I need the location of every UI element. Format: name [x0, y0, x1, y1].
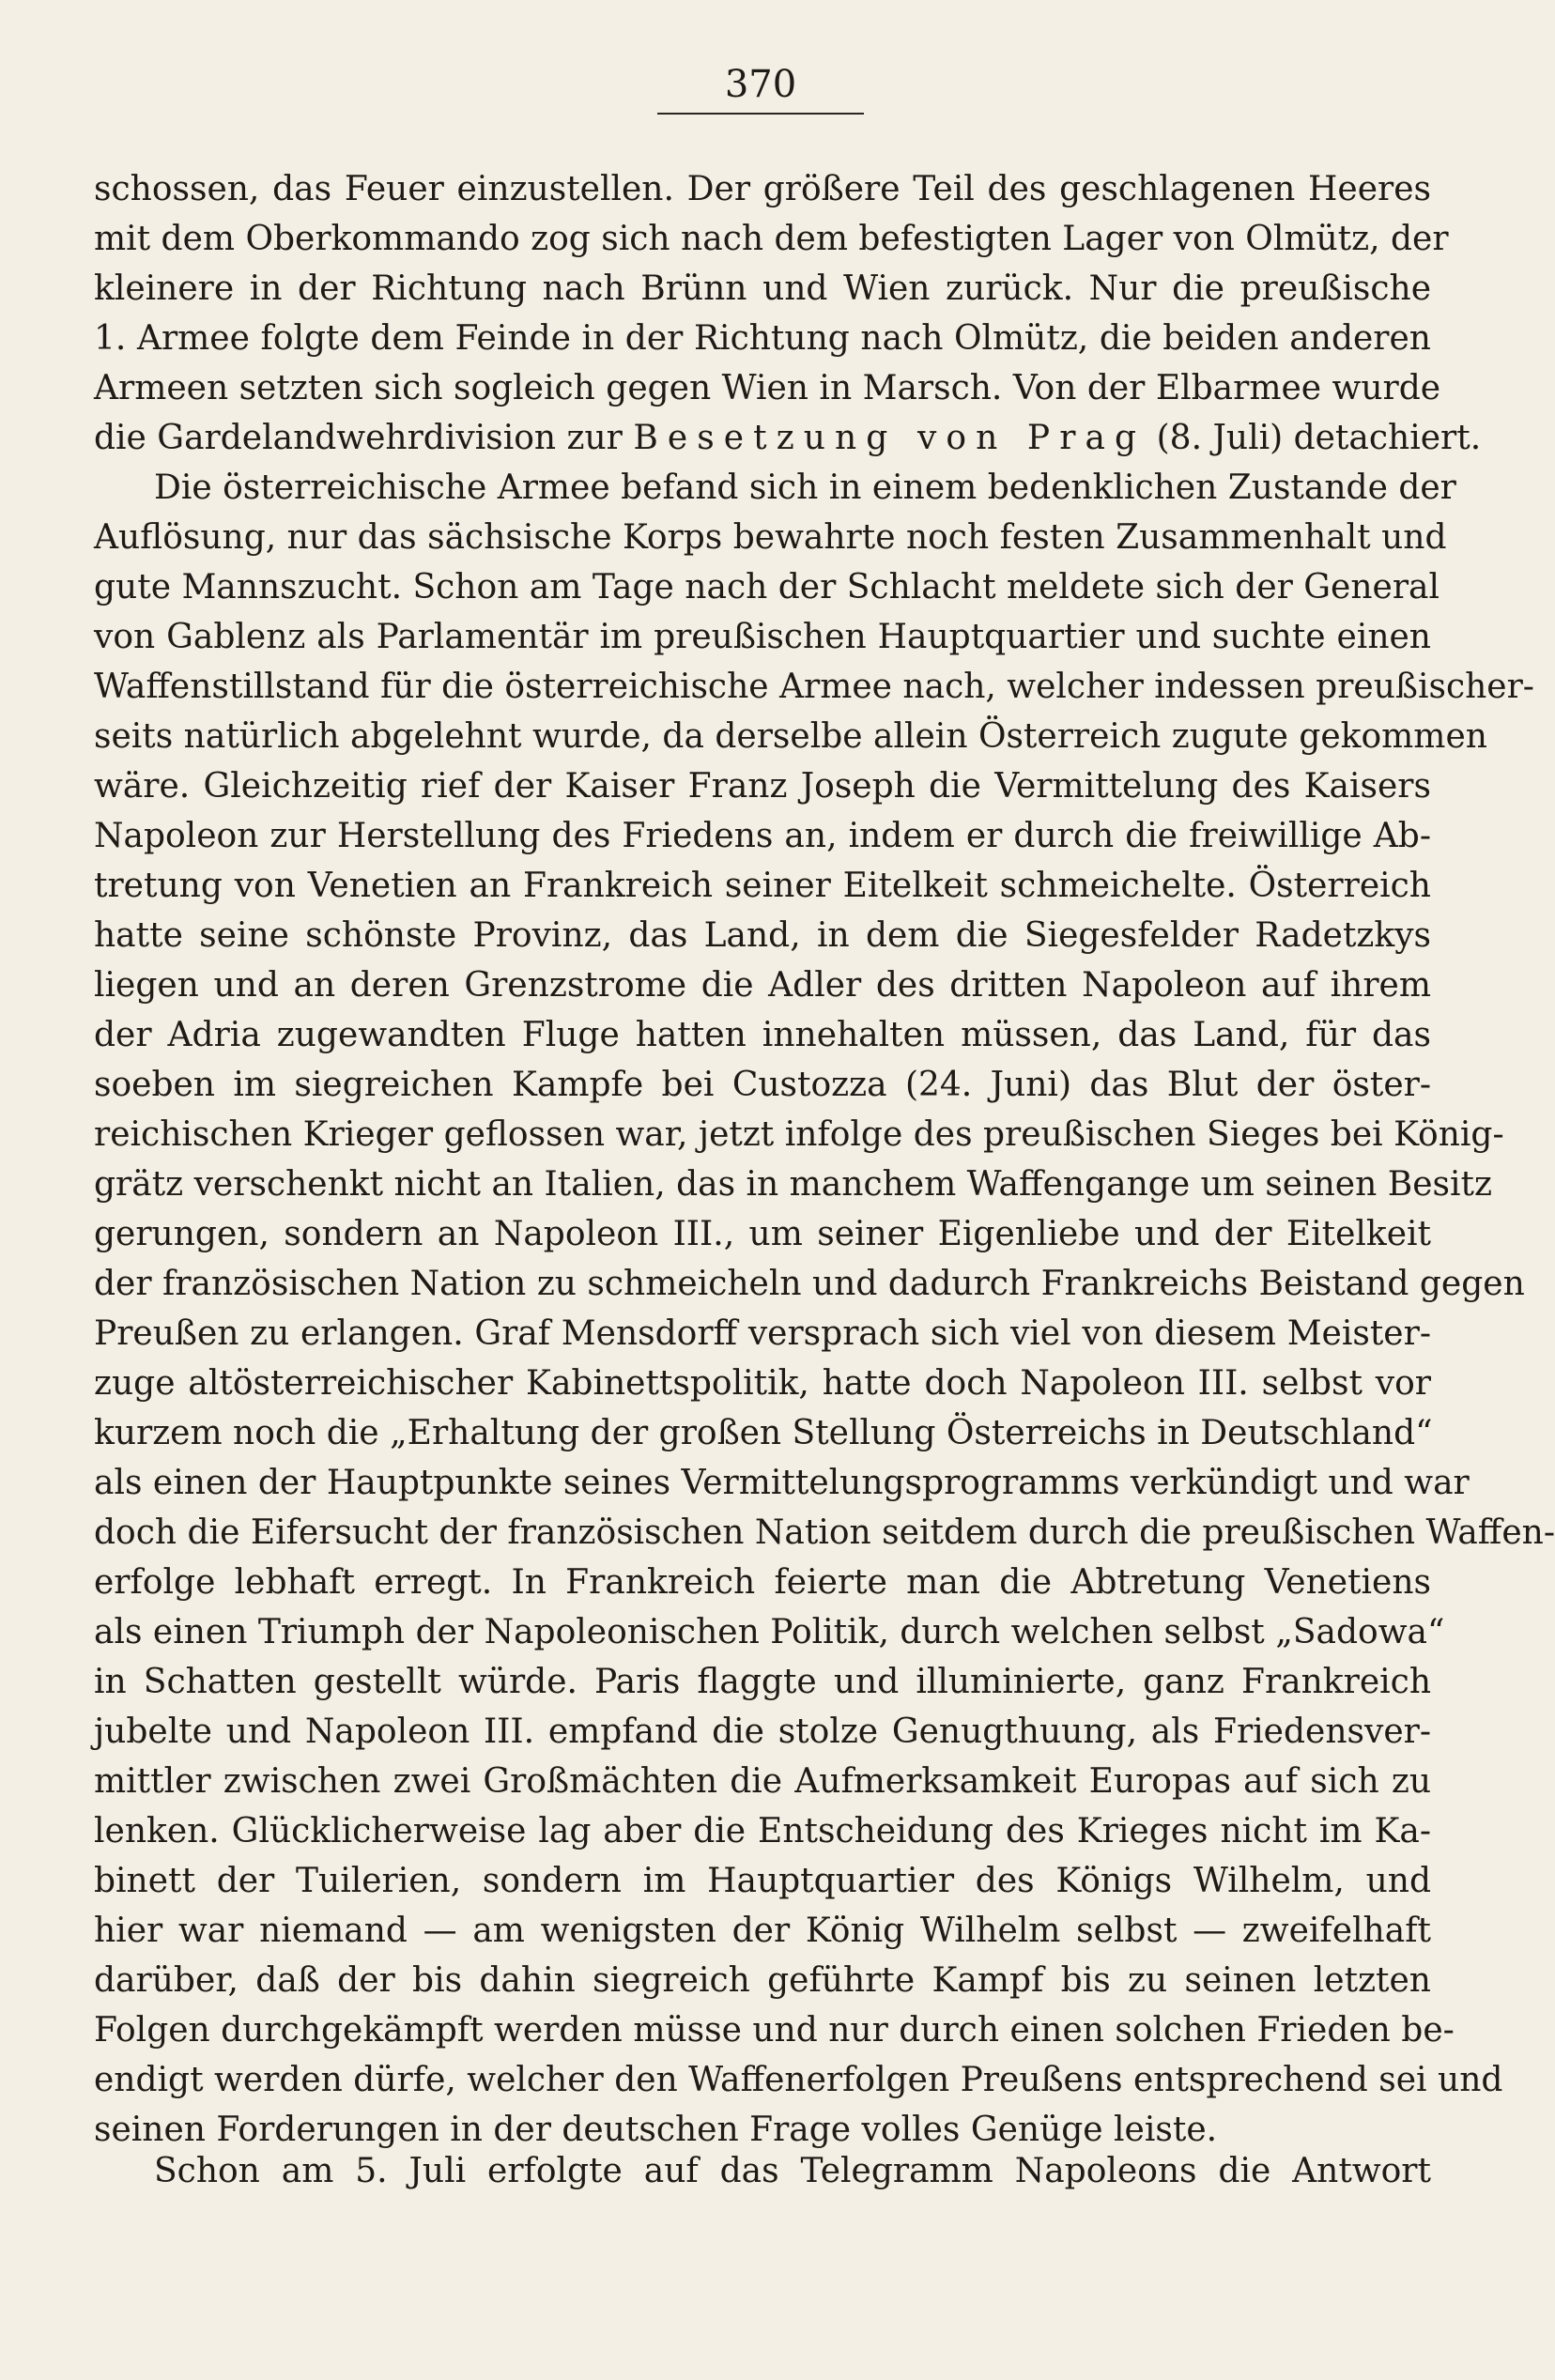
text-line: lenken. Glücklicherweise lag aber die Entscheidung des Krieges nicht im Ka- — [94, 1812, 1431, 1850]
text-line: Armeen setzten sich sogleich gegen Wien in Marsch. Von der Elbarmee wurde — [94, 369, 1441, 407]
text-line: binett der Tuilerien, sondern im Hauptquartier des Königs Wilhelm, und — [94, 1862, 1431, 1900]
text-line: der Adria zugewandten Fluge hatten innehalten müssen, das Land, für das — [94, 1016, 1431, 1054]
spaced-emphasis: Besetzung von Prag — [633, 419, 1147, 457]
text-line: liegen und an deren Grenzstrome die Adler des dritten Napoleon auf ihrem — [94, 966, 1431, 1005]
text-line: hatte seine schönste Provinz, das Land, in dem die Siegesfelder Radetzkys — [94, 916, 1431, 955]
paragraph-1 — [94, 164, 1482, 463]
text-line: erfolge lebhaft erregt. In Frankreich feierte man die Abtretung Venetiens — [94, 1563, 1431, 1602]
text-line: endigt werden dürfe, welcher den Waffenerfolgen Preußens entsprechend sei und — [94, 2061, 1503, 2099]
text-line: grätz verschenkt nicht an Italien, das in manchem Waffengange um seinen Besitz — [94, 1165, 1492, 1204]
text-line: hier war niemand — am wenigsten der König Wilhelm selbst — zweifelhaft — [94, 1912, 1431, 1950]
text-line: mit dem Oberkommando zog sich nach dem befestigten Lager von Olmütz, der — [94, 220, 1449, 258]
text-line: als einen Triumph der Napoleonischen Politik, durch welchen selbst „Sadowa“ — [94, 1613, 1445, 1651]
text-line: Auflösung, nur das sächsische Korps bewahrte noch festen Zusammenhalt und — [94, 518, 1447, 557]
text-line: kurzem noch die „Erhaltung der großen Stellung Österreichs in Deutschland“ — [94, 1414, 1433, 1452]
text-line: in Schatten gestellt würde. Paris flaggte und illuminierte, ganz Frankreich — [94, 1663, 1431, 1701]
paragraph-3 — [94, 2146, 1431, 2196]
text-line: darüber, daß der bis dahin siegreich geführte Kampf bis zu seinen letzten — [94, 1961, 1431, 2000]
text-line: reichischen Krieger geflossen war, jetzt infolge des preußischen Sieges bei König- — [94, 1115, 1504, 1154]
text-line: der französischen Nation zu schmeicheln und dadurch Frankreichs Beistand gegen — [94, 1265, 1525, 1303]
text-run: die Gardelandwehrdivision zur — [94, 419, 634, 457]
text-line: seits natürlich abgelehnt wurde, da derselbe allein Österreich zugute gekommen — [94, 717, 1487, 756]
text-line: soeben im siegreichen Kampfe bei Custozza (24. Juni) das Blut der öster- — [94, 1066, 1431, 1104]
text-line: mittler zwischen zwei Großmächten die Aufmerksamkeit Europas auf sich zu — [94, 1762, 1431, 1801]
text-line: als einen der Hauptpunkte seines Vermittelungsprogramms verkündigt und war — [94, 1464, 1470, 1502]
text-line: Napoleon zur Herstellung des Friedens an, indem er durch die freiwillige Ab- — [94, 817, 1431, 855]
text-line: Die österreichische Armee befand sich in einem bedenklichen Zustande der — [154, 468, 1456, 507]
text-line: Folgen durchgekämpft werden müsse und nur durch einen solchen Frieden be- — [94, 2011, 1455, 2050]
text-line: 1. Armee folgte dem Feinde in der Richtung nach Olmütz, die beiden anderen — [94, 319, 1431, 358]
page-number: 370 — [724, 63, 797, 106]
text-line: Schon am 5. Juli erfolgte auf das Telegramm Napoleons die Antwort — [154, 2152, 1431, 2190]
text-line: seinen Forderungen in der deutschen Frage volles Genüge leiste. — [94, 2111, 1218, 2149]
text-line: kleinere in der Richtung nach Brünn und Wien zurück. Nur die preußische — [94, 269, 1431, 308]
text-line: wäre. Gleichzeitig rief der Kaiser Franz Joseph die Vermittelung des Kaisers — [94, 767, 1431, 806]
text-line: tretung von Venetien an Frankreich seiner Eitelkeit schmeichelte. Österreich — [94, 867, 1431, 905]
paragraph-2 — [94, 463, 1555, 2155]
text-line: doch die Eifersucht der französischen Nation seitdem durch die preußischen Waffen- — [94, 1513, 1555, 1552]
text-line: gute Mannszucht. Schon am Tage nach der Schlacht meldete sich der General — [94, 568, 1440, 607]
text-line: Preußen zu erlangen. Graf Mensdorff versprach sich viel von diesem Meister- — [94, 1314, 1431, 1353]
text-line: zuge altösterreichischer Kabinettspolitik, hatte doch Napoleon III. selbst vor — [94, 1364, 1431, 1403]
text-line — [94, 413, 1482, 463]
text-line: gerungen, sondern an Napoleon III., um seiner Eigenliebe und der Eitelkeit — [94, 1215, 1431, 1253]
text-line: von Gablenz als Parlamentär im preußischen Hauptquartier und suchte einen — [94, 618, 1431, 656]
text-run: (8. Juli) detachiert. — [1146, 419, 1482, 457]
text-line: jubelte und Napoleon III. empfand die stolze Genugthuung, als Friedensver- — [94, 1712, 1431, 1751]
header-rule — [657, 113, 864, 115]
text-line: Waffenstillstand für die österreichische Armee nach, welcher indessen preußischer- — [94, 668, 1534, 706]
text-line: schossen, das Feuer einzustellen. Der größere Teil des geschlagenen Heeres — [94, 170, 1431, 208]
